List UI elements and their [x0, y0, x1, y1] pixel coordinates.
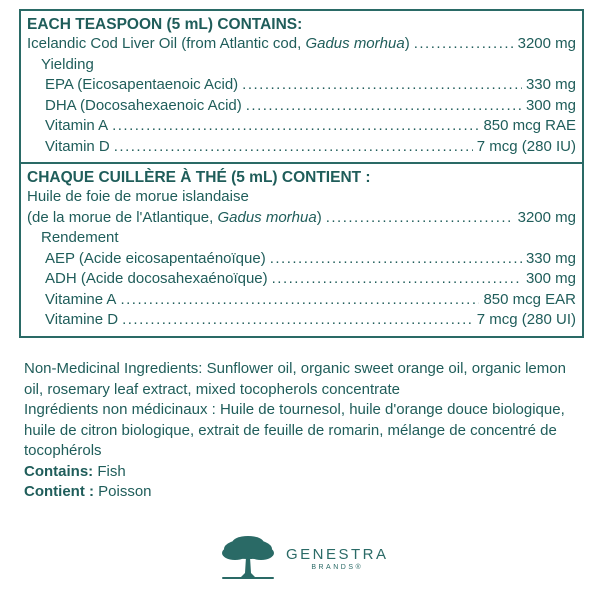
allergen-french — [24, 482, 584, 502]
leader-dots — [122, 310, 473, 331]
brand-name: GENESTRA — [286, 545, 389, 563]
english-section — [21, 11, 582, 162]
leader-dots — [246, 96, 522, 117]
french-oil-label-species: Gadus morhua — [217, 208, 317, 226]
nutrient-value: 7 mcg (280 IU) — [476, 137, 576, 155]
french-oil-label-prefix: (de la morue de l'Atlantique, — [27, 208, 218, 226]
brand-wordmark — [286, 546, 389, 573]
leader-dots — [272, 269, 522, 290]
ingredients-block — [24, 359, 584, 502]
english-nutrient-row — [27, 96, 576, 117]
nutrient-label: AEP (Acide eicosapentaénoïque) — [45, 249, 266, 267]
supplement-facts-panel — [19, 9, 584, 338]
english-oil-row — [27, 34, 576, 55]
nutrient-value: 7 mcg (280 UI) — [476, 311, 576, 328]
leader-dots — [414, 34, 514, 55]
allergen-english-label: Contains: — [24, 462, 94, 480]
english-heading: EACH TEASPOON (5 mL) CONTAINS: — [27, 16, 303, 33]
nutrient-label: DHA (Docosahexaenoic Acid) — [45, 96, 242, 114]
english-oil-label — [27, 34, 410, 55]
french-oil-label — [27, 208, 322, 229]
nutrient-label: ADH (Acide docosahexaénoïque) — [45, 270, 268, 287]
english-nutrient-row — [27, 116, 576, 137]
tree-icon — [218, 535, 278, 583]
leader-dots — [120, 290, 479, 311]
english-oil-label-prefix: Icelandic Cod Liver Oil (from Atlantic cod, — [27, 35, 306, 52]
nutrient-value: 300 mg — [525, 270, 576, 287]
allergen-french-value: Poisson — [93, 482, 152, 500]
english-oil-label-species: Gadus morhua — [305, 35, 405, 52]
leader-dots — [114, 137, 473, 158]
nutrient-value: 850 mcg EAR — [483, 290, 576, 308]
nutrient-label: EPA (Eicosapentaenoic Acid) — [45, 76, 239, 93]
nutrient-value: 330 mg — [525, 76, 576, 93]
leader-dots — [112, 116, 479, 137]
french-oil-value: 3200 mg — [517, 208, 576, 226]
allergen-english-value: Fish — [93, 462, 126, 480]
french-nutrient-row — [27, 310, 576, 331]
english-oil-value: 3200 mg — [517, 35, 576, 52]
french-section — [21, 162, 582, 336]
french-oil-line1: Huile de foie de morue islandaise — [27, 188, 249, 205]
nutrient-label: Vitamin D — [45, 137, 110, 155]
leader-dots — [326, 208, 514, 229]
nutrient-label: Vitamine A — [45, 290, 117, 308]
ingredients-english: Non-Medicinal Ingredients: Sunflower oil, organic sweet orange oil, organic lemon oil, rosemary leaf extract, mixed tocopherols concentrate — [24, 360, 566, 398]
english-nutrient-row — [27, 75, 576, 96]
nutrient-label: Vitamine D — [45, 311, 119, 328]
nutrient-value: 330 mg — [525, 249, 576, 267]
french-nutrient-row — [27, 269, 576, 290]
brand-subtitle: BRANDS® — [311, 563, 364, 571]
english-yielding: Yielding — [41, 55, 94, 73]
leader-dots — [270, 249, 522, 270]
nutrient-value: 300 mg — [525, 96, 576, 114]
french-yielding: Rendement — [41, 229, 119, 246]
nutrient-label: Vitamin A — [45, 117, 109, 134]
brand-logo — [218, 535, 389, 583]
leader-dots — [242, 75, 522, 96]
ingredients-french: Ingrédients non médicinaux : Huile de tournesol, huile d'orange douce biologique, huile de citron biologique, extrait de feuille de romarin, mélange de concentré de tocophérols — [24, 401, 565, 459]
english-oil-label-suffix: ) — [404, 35, 410, 52]
allergen-french-label: Contient : — [24, 482, 94, 500]
french-nutrient-row — [27, 290, 576, 311]
french-oil-row — [27, 208, 576, 229]
english-nutrient-row — [27, 137, 576, 158]
allergen-english — [24, 462, 584, 482]
french-oil-label-suffix: ) — [316, 208, 322, 226]
french-heading: CHAQUE CUILLÈRE À THÉ (5 mL) CONTIENT : — [27, 169, 371, 186]
french-nutrient-row — [27, 249, 576, 270]
nutrient-value: 850 mcg RAE — [483, 117, 576, 134]
